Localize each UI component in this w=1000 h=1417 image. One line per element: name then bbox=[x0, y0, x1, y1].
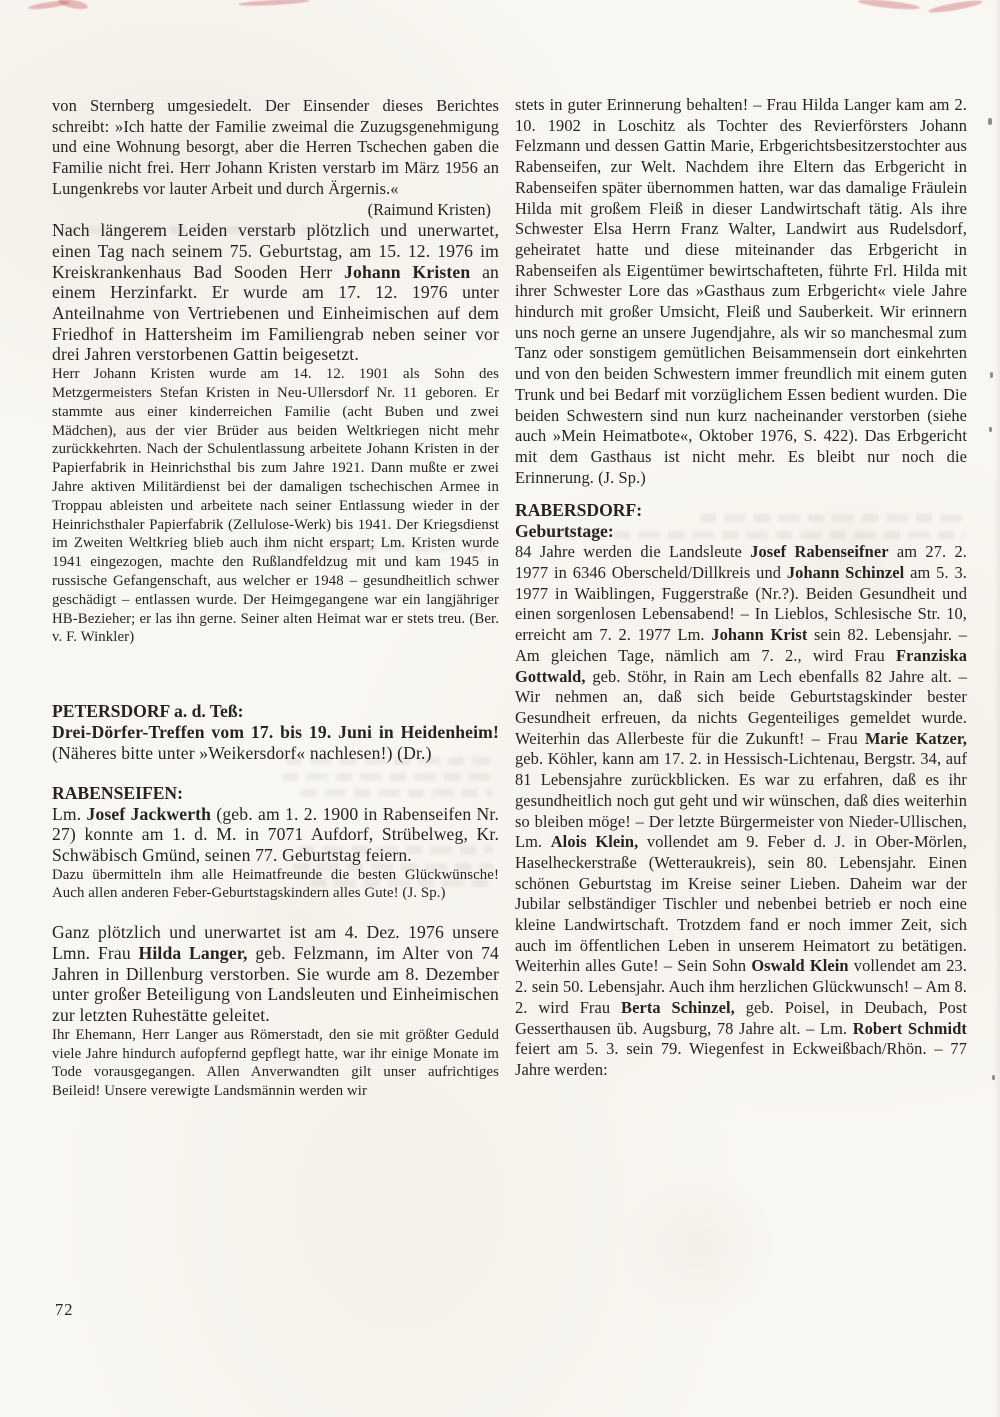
report-credit: (Raimund Kristen) bbox=[367, 199, 491, 219]
report-continuation-paragraph: von Sternberg umgesiedelt. Der Einsender dieses Berichtes schreibt: »Ich hatte der Familie zweimal die Zuzugsgenehmigung und eine Wohnung besorgt, aber die Herren Tschechen gaben die Familie nicht frei. Herr Johann Kristen verstarb im März 1956 an Lungenkrebs vor lauter Arbeit und durch Ärgernis.« bbox=[52, 96, 499, 198]
obituary-hilda-langer: Ganz plötzlich und unerwartet ist am 4. Dez. 1976 unsere Lmn. Frau Hilda Langer, geb. Felzmann, im Alter von 74 Jahren in Dillenburg verstorben. Sie wurde am 8. Dezember unter großer Beteiligung von Landsleuten und Einheimischen zur letzten Ruhestätte geleitet. bbox=[52, 922, 499, 1026]
obituary-johann-kristen: Nach längerem Leiden verstarb plötzlich und unerwartet, einen Tag nach seinem 75. Geburtstag, am 15. 12. 1976 im Kreiskrankenhaus Bad Sooden Herr Johann Kristen an einem Herzinfarkt. Er wurde am 17. 12. 1976 unter Anteilnahme von Vertriebenen und Einheimischen auf dem Friedhof in Hattersheim im Familiengrab neben seiner vor drei Jahren verstorbenen Gattin beigesetzt. bbox=[52, 220, 499, 365]
scan-speck bbox=[992, 1075, 995, 1080]
section-heading-petersdorf: PETERSDORF a. d. Teß: bbox=[52, 701, 244, 722]
subheading-geburtstage: Geburtstage: bbox=[515, 521, 614, 542]
scan-speck bbox=[988, 118, 992, 125]
obituary-hilda-langer-note: Ihr Ehemann, Herr Langer aus Römerstadt, den sie mit größter Geduld viele Jahre hindurch aufopfernd gepflegt hatte, war ihr einige Monate im Tode vorausgegangen. Allen Anverwandten gilt unser aufrichtiges Beileid! Unsere verewigte Landsmännin werden wir bbox=[52, 1026, 499, 1100]
scan-edge-shade bbox=[994, 0, 1000, 1417]
scan-speck bbox=[990, 372, 993, 378]
birthdays-paragraph: 84 Jahre werden die Landsleute Josef Rabenseifner am 27. 2. 1977 in 6346 Oberscheld/Dillkreis und Johann Schinzel am 5. 3. 1977 in Waiblingen, Fuggerstraße (Nr.?). Beiden Gesundheit und einen sorgenlosen Lebensabend! – In Lieblos, Schlesische Str. 10, erreicht am 7. 2. 1977 Lm. Johann Krist sein 82. Lebensjahr. – Am gleichen Tage, nämlich am 7. 2., wird Frau Franziska Gottwald, geb. Stöhr, in Rain am Lech ebenfalls 82 Jahre alt. – Wir nehmen an, daß sich beide Geburtstagskinder bester Gesundheit erfreuen, da nichts Gegenteiliges gemeldet wurde. Weiterhin das Allerbeste für die Zukunft! – Frau Marie Katzer, geb. Köhler, kann am 17. 2. in Hessisch-Lichtenau, Bergstr. 34, auf 81 Lebensjahre zurückblicken. Es war zu erfahren, daß es ihr gesundheitlich noch gut geht und wir wünschen, daß dies weiterhin so bleiben möge! – Der letzte Bürgermeister von Nieder-Ullischen, Lm. Alois Klein, vollendet am 9. Feber d. J. in Ober-Mörlen, Haselheckerstraße (Wetteraukreis), sein 80. Lebensjahr. Einen schönen Geburtstag im Kreise seiner Lieben. Daheim war der Jubilar selbständiger Tischler und nebenbei betrieb er noch eine kleine Landwirtschaft. Trotzdem fand er noch immer Zeit, sich auch im öffentlichen Leben in unserem Heimatort zu betätigen. Weiterhin alles Gute! – Sein Sohn Oswald Klein vollendet am 23. 2. sein 50. Lebensjahr. Auch ihm herzlichen Glückwunsch! – Am 8. 2. wird Frau Berta Schinzel, geb. Poisel, in Deubach, Post Gesserthausen üb. Augsburg, 78 Jahre alt. – Lm. Robert Schmidt feiert am 5. 3. sein 79. Wiegenfest in Eckweißbach/Rhön. – 77 Jahre werden: bbox=[515, 542, 967, 1079]
hilda-langer-memorial-continuation: stets in guter Erinnerung behalten! – Frau Hilda Langer kam am 2. 10. 1902 in Loschitz als Tochter des Revierförsters Johann Felzmann und dessen Gattin Marie, Erbgerichtsbesitzerstochter aus Rabenseifen, zur Welt. Nachdem ihre Eltern das Erbgericht in Rabenseifen später übernommen hatten, war das damalige Fräulein Hilda mit großem Fleiß in dieser Landwirtschaft tätig. Als ihre Schwester Elsa Herrn Franz Walter, Landwirt aus Rudelsdorf, geheiratet hatte und diese miteinander das Erbgericht in Rabenseifen als Eigentümer bewirtschafteten, führte Frl. Hilda mit ihrer Schwester Lore das »Gasthaus zum Erbgericht« viele Jahre hindurch mit großer Umsicht, Fleiß und Sauberkeit. Wir erinnern uns noch gerne an unsere Jugendjahre, als wir so manchesmal zum Tanz oder sonstigem gemütlichen Beisammensein dort einkehrten und von den beiden Schwestern immer freundlich mit einem guten Trunk und bei Bedarf mit vorzüglichem Essen bedient wurden. Die beiden Schwestern sind nun kurz nacheinander verstorben (siehe auch »Mein Heimatbote«, Oktober 1976, S. 422). Das Erbgericht mit dem Gasthaus ist nicht mehr. Es bleibt nur noch die Erinnerung. (J. Sp.) bbox=[515, 95, 967, 487]
page-number: 72 bbox=[55, 1300, 74, 1319]
meeting-announcement: Drei-Dörfer-Treffen vom 17. bis 19. Juni in Heidenheim! (Näheres bitte unter »Weikersdorf« nachlesen!) (Dr.) bbox=[52, 722, 499, 763]
birthday-josef-jackwerth: Lm. Josef Jackwerth (geb. am 1. 2. 1900 in Rabenseifen Nr. 27) konnte am 1. d. M. in 7071 Aufdorf, Strübelweg, Kr. Schwäbisch Gmünd, seinen 77. Geburtstag feiern. bbox=[52, 803, 499, 865]
red-pencil-mark bbox=[28, 0, 70, 11]
red-pencil-mark bbox=[928, 0, 983, 15]
red-pencil-mark bbox=[858, 0, 920, 11]
section-heading-rabersdorf: RABERSDORF: bbox=[515, 500, 643, 521]
scan-speck bbox=[989, 427, 992, 432]
birthday-wishes-note: Dazu übermitteln ihm alle Heimatfreunde die besten Glückwünsche! Auch allen anderen Feber-Geburtstagskindern alles Gute! (J. Sp.) bbox=[52, 866, 499, 902]
right-column bbox=[515, 95, 967, 1081]
red-pencil-mark bbox=[57, 0, 88, 11]
left-column bbox=[52, 96, 499, 1101]
red-pencil-mark bbox=[238, 0, 310, 7]
section-heading-rabenseifen: RABENSEIFEN: bbox=[52, 782, 183, 803]
biography-johann-kristen: Herr Johann Kristen wurde am 14. 12. 1901 als Sohn des Metzgermeisters Stefan Kristen in Neu-Ullersdorf Nr. 11 geboren. Er stammte aus einer kinderreichen Familie (acht Buben und zwei Mädchen), aus der vier Brüder aus beiden Weltkriegen nicht mehr zurückkehrten. Nach der Schulentlassung arbeitete Johann Kristen in der Papierfabrik in Heinrichsthal bis zum Jahre 1921. Dann mußte er zwei Jahre aktiven Militärdienst bei der damaligen tschechischen Armee in Troppau ableisten und arbeitete nach seiner Entlassung wieder in der Heinrichsthaler Papierfabrik (Zellulose-Werk) bis 1941. Der Kriegsdienst im Zweiten Weltkrieg blieb auch ihm nicht erspart; Lm. Kristen wurde 1941 eingezogen, machte den Rußlandfeldzug mit und kam 1945 in russische Gefangenschaft, aus welcher er 1948 – gesundheitlich schwer geschädigt – entlassen wurde. Der Heimgegangene war ein langjähriger HB-Bezieher; er las ihn gerne. Seiner alten Heimat war er stets treu. (Ber. v. F. Winkler) bbox=[52, 366, 499, 646]
